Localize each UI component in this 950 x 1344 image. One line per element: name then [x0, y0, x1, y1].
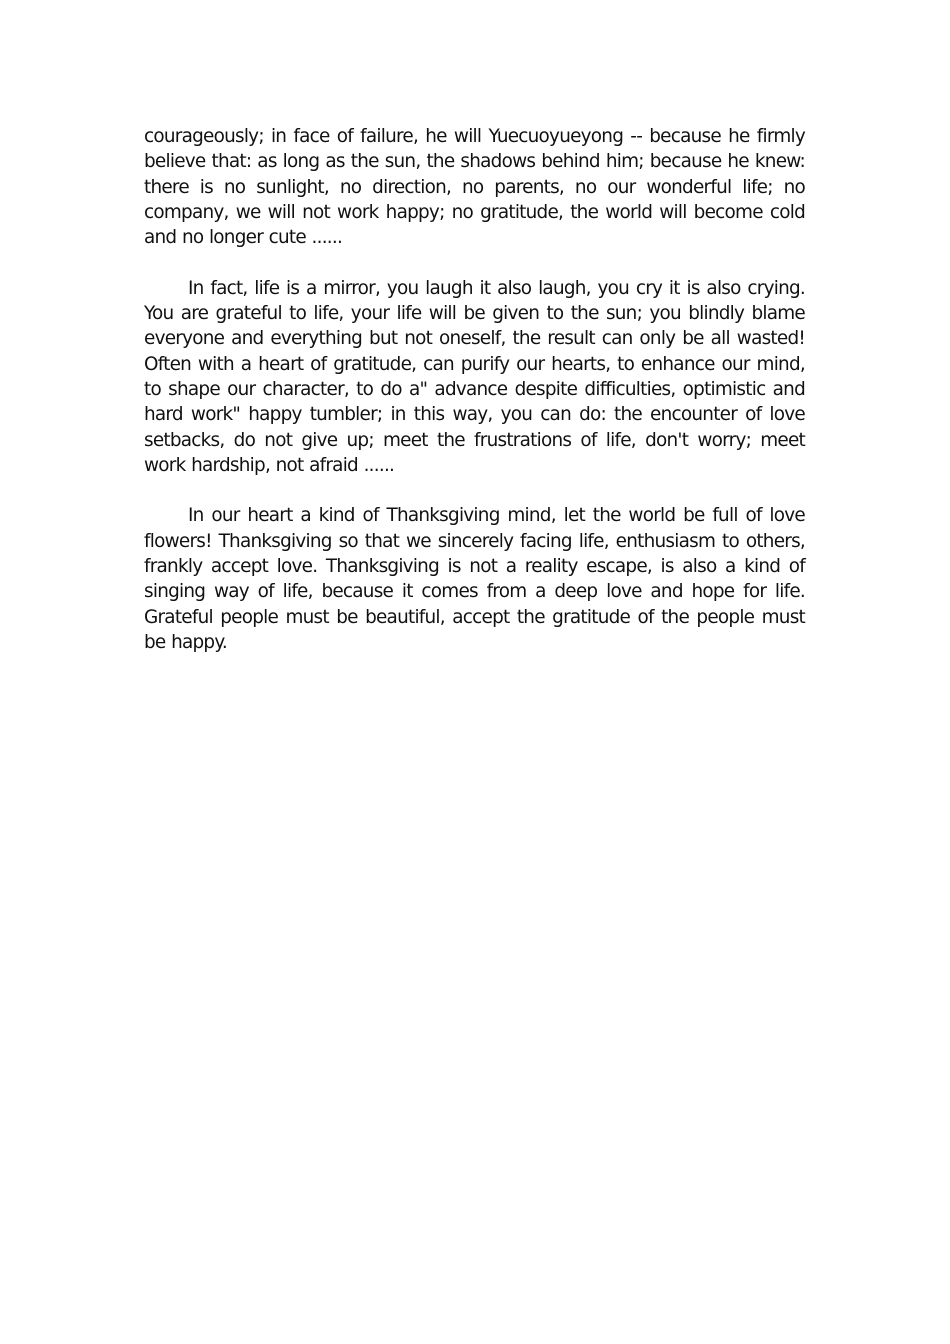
paragraph-1: courageously; in face of failure, he will Yuecuoyueyong -- because he firmly believe that: as long as the sun, the shadows behind him; because he knew: there is no sunlight, no direction, no parents, no our wonderful life; no company, we will not work happy; no gratitude, the world will become cold and no longer cute ...... [144, 126, 805, 249]
paragraph-2: In fact, life is a mirror, you laugh it also laugh, you cry it is also crying. You are grateful to life, your life will be given to the sun; you blindly blame everyone and everything but not oneself, the result can only be all wasted! Often with a heart of gratitude, can purify our hearts, to enhance our mind, to shape our character, to do a" advance despite difficulties, optimistic and hard work" happy tumbler; in this way, you can do: the encounter of love setbacks, do not give up; meet the frustrations of life, don't worry; meet work hardship, not afraid ...... [144, 277, 805, 476]
paragraph-3: In our heart a kind of Thanksgiving mind, let the world be full of love flowers! Thanksgiving so that we sincerely facing life, enthusiasm to others, frankly accept love. Thanksgiving is not a reality escape, is also a kind of singing way of life, because it comes from a deep love and hope for life. Grateful people must be beautiful, accept the gratitude of the people must be happy. [144, 505, 805, 653]
document-body [144, 124, 805, 681]
